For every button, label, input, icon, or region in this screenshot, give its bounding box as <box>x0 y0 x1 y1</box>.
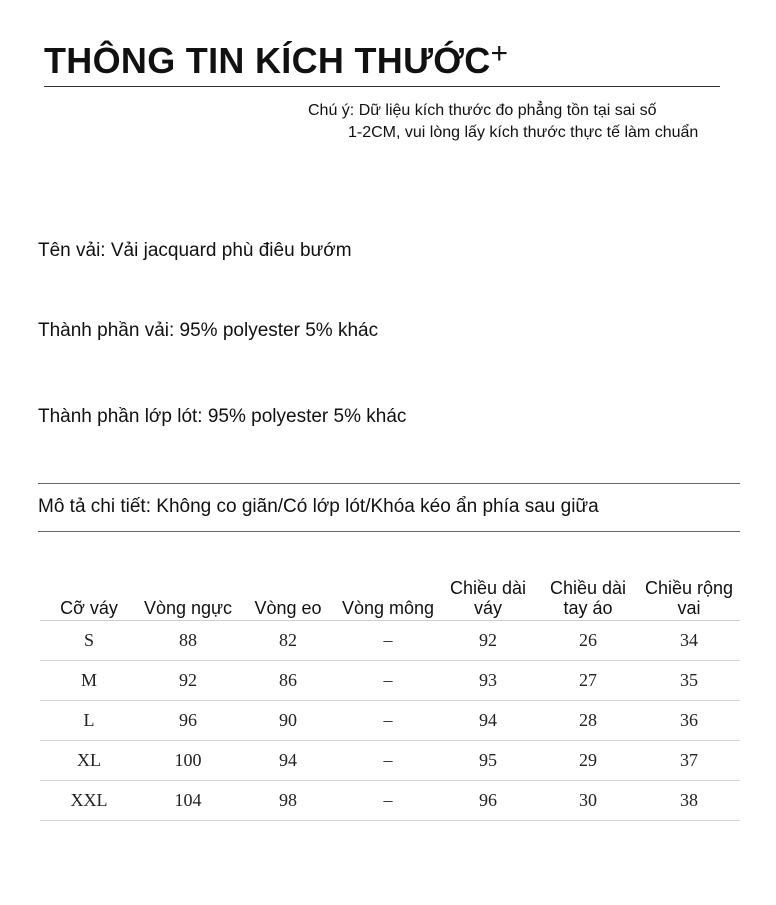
size-label-cell: XXL <box>40 781 138 821</box>
measurement-cell: – <box>338 741 438 781</box>
measurement-note <box>308 100 728 144</box>
fabric-composition: Thành phần vải: 95% polyester 5% khác <box>38 320 379 341</box>
measurement-cell: 93 <box>438 661 538 701</box>
measurement-cell: 100 <box>138 741 238 781</box>
size-label-cell: L <box>40 701 138 741</box>
size-label-cell: XL <box>40 741 138 781</box>
size-label-cell: M <box>40 661 138 701</box>
note-line-2: 1-2CM, vui lòng lấy kích thước thực tế làm chuẩn <box>348 124 699 141</box>
measurement-cell: – <box>338 621 438 661</box>
size-label-cell: S <box>40 621 138 661</box>
title-plus-mark: + <box>490 37 509 70</box>
measurement-cell: 92 <box>138 661 238 701</box>
column-header: Vòng eo <box>238 562 338 621</box>
table-row <box>40 741 740 781</box>
measurement-cell: 98 <box>238 781 338 821</box>
column-header: Chiều rộng vai <box>638 562 740 621</box>
measurement-cell: 90 <box>238 701 338 741</box>
table-row <box>40 701 740 741</box>
measurement-cell: 82 <box>238 621 338 661</box>
lining-composition: Thành phần lớp lót: 95% polyester 5% khác <box>38 406 407 427</box>
measurement-cell: 28 <box>538 701 638 741</box>
measurement-cell: 95 <box>438 741 538 781</box>
measurement-cell: 26 <box>538 621 638 661</box>
measurement-cell: 92 <box>438 621 538 661</box>
measurement-cell: 37 <box>638 741 740 781</box>
measurement-cell: 94 <box>438 701 538 741</box>
measurement-cell: – <box>338 661 438 701</box>
size-table-header <box>40 562 740 621</box>
note-line-1: Chú ý: Dữ liệu kích thước đo phẳng tồn tại sai số <box>308 102 657 119</box>
fabric-name: Tên vải: Vải jacquard phù điêu bướm <box>38 240 352 261</box>
measurement-cell: 30 <box>538 781 638 821</box>
measurement-cell: – <box>338 781 438 821</box>
column-header: Vòng mông <box>338 562 438 621</box>
measurement-cell: 86 <box>238 661 338 701</box>
size-table <box>40 562 740 821</box>
measurement-cell: 96 <box>138 701 238 741</box>
measurement-cell: 35 <box>638 661 740 701</box>
details-bottom-divider <box>38 531 740 532</box>
measurement-cell: 29 <box>538 741 638 781</box>
page-title-text: THÔNG TIN KÍCH THƯỚC <box>44 40 491 81</box>
measurement-cell: 27 <box>538 661 638 701</box>
table-row <box>40 661 740 701</box>
details-top-divider <box>38 483 740 484</box>
column-header: Chiều dài váy <box>438 562 538 621</box>
size-table-body <box>40 621 740 821</box>
measurement-cell: 104 <box>138 781 238 821</box>
measurement-cell: 38 <box>638 781 740 821</box>
column-header: Chiều dài tay áo <box>538 562 638 621</box>
measurement-cell: 96 <box>438 781 538 821</box>
title-divider <box>44 86 720 87</box>
table-row <box>40 621 740 661</box>
measurement-cell: 36 <box>638 701 740 741</box>
measurement-cell: 94 <box>238 741 338 781</box>
measurement-cell: – <box>338 701 438 741</box>
measurement-cell: 34 <box>638 621 740 661</box>
table-row <box>40 781 740 821</box>
column-header: Cỡ váy <box>40 562 138 621</box>
column-header: Vòng ngực <box>138 562 238 621</box>
page-title <box>44 37 509 82</box>
measurement-cell: 88 <box>138 621 238 661</box>
detail-description: Mô tả chi tiết: Không co giãn/Có lớp lót/Khóa kéo ẩn phía sau giữa <box>38 496 599 517</box>
